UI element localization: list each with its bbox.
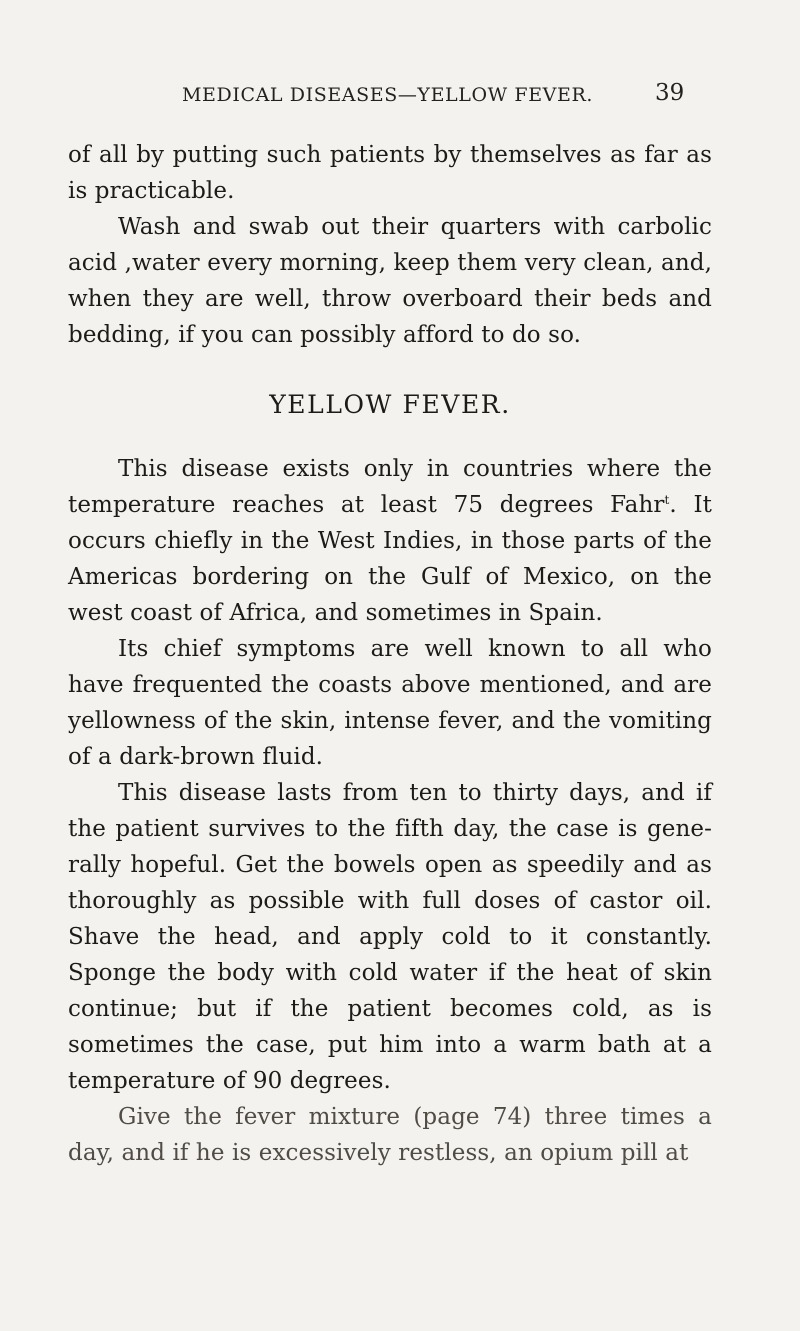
paragraph-disease-exists-text: This disease exists only in countries where the temperature reaches at least 75 degrees Fahr: [68, 456, 712, 518]
paragraph-disease-exists: [68, 451, 712, 631]
paragraph-continued: of all by putting such patients by themselves as far as is practicable.: [68, 142, 712, 204]
paragraph-wash: Wash and swab out their quarters with carbolic acid ,water every morning, keep them very clean, and, when they are well, throw overboard their beds and bedding, if you can possibly afford to do so.: [68, 214, 712, 348]
page-body: [68, 137, 712, 1171]
superscript-t: t: [664, 493, 670, 507]
paragraph-duration: This disease lasts from ten to thirty days, and if the patient survives to the fifth day, the case is gene-rally hopeful. Get the bowels open as speedily and as thoroughly as possible with full doses of castor oil. Shave the head, and apply cold to it constantly. Sponge the body with cold water if the heat of skin continue; but if the patient becomes cold, as is sometimes the case, put him into a warm bath at a temperature of 90 degrees.: [68, 780, 712, 1094]
paragraph-symptoms: Its chief symptoms are well known to all who have frequented the coasts above mentioned, and are yellowness of the skin, intense fever, and the vomiting of a dark-brown fluid.: [68, 636, 712, 770]
paragraph-disease-exists-rest: . It occurs chiefly in the West Indies, in those parts of the Americas bordering on the Gulf of Mexico, on the west coast of Africa, and sometimes in Spain.: [68, 492, 712, 626]
paragraph-fever-mixture: Give the fever mixture (page 74) three times a day, and if he is excessively restless, an opium pill at: [68, 1104, 712, 1166]
page-number: 39: [655, 80, 685, 106]
section-title: YELLOW FEVER.: [269, 390, 511, 419]
running-head: MEDICAL DISEASES—YELLOW FEVER.: [182, 84, 594, 106]
